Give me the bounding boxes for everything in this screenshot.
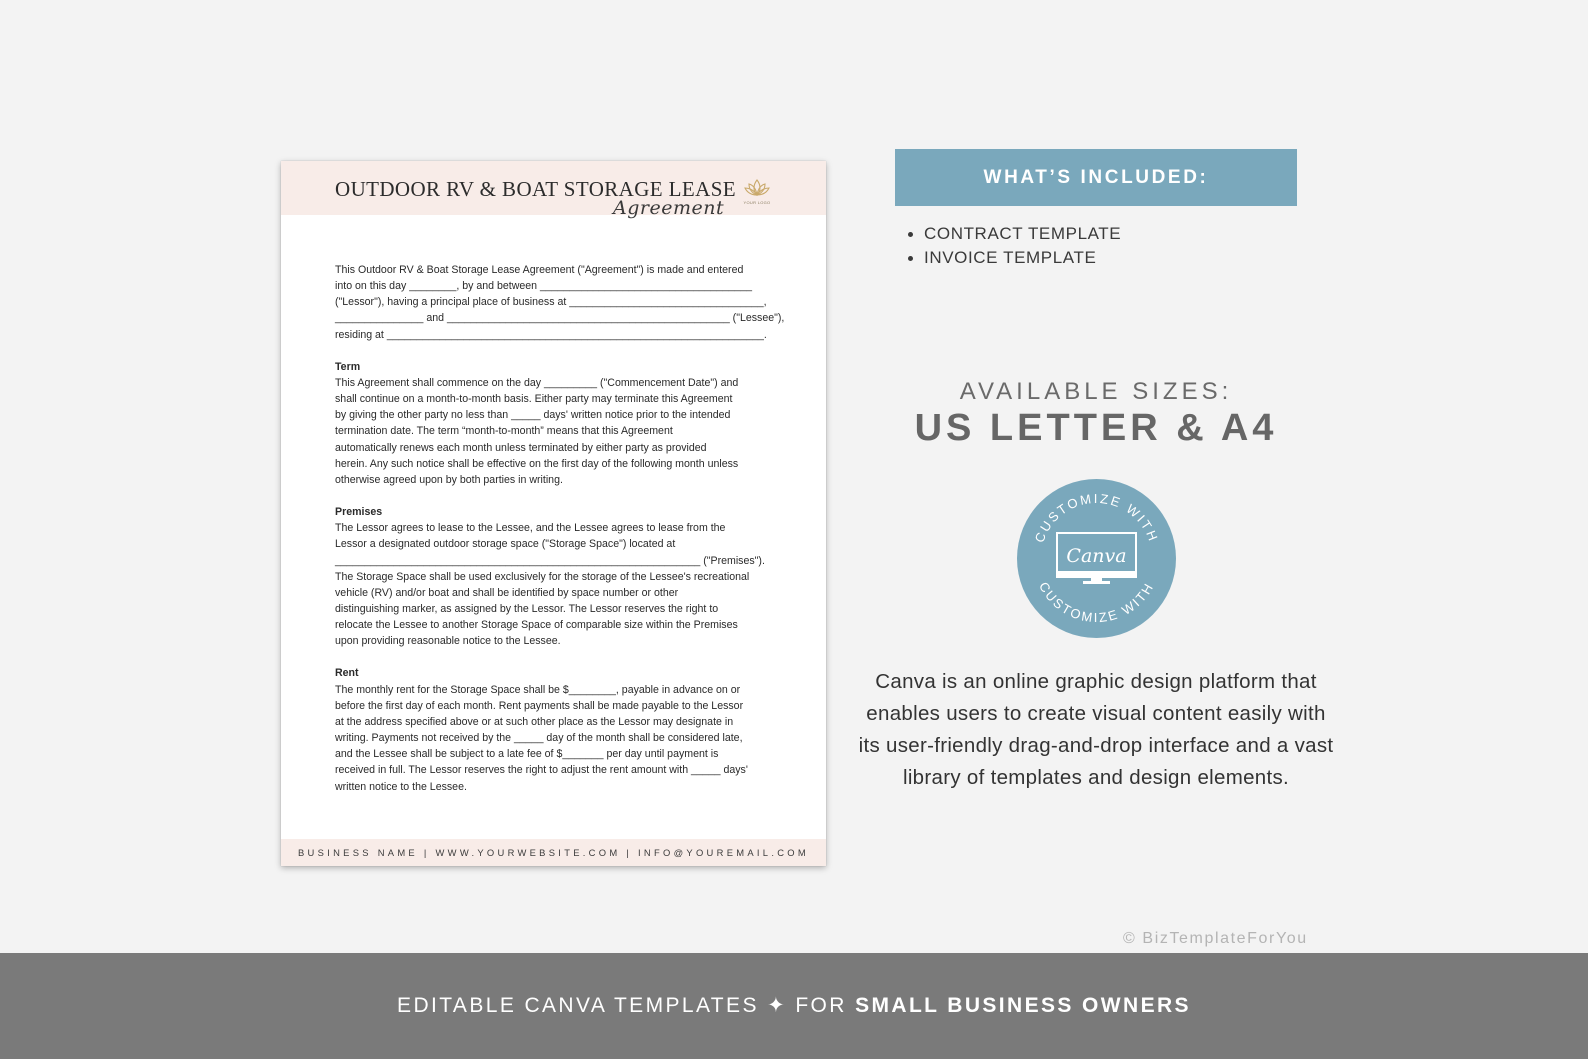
section-heading-rent: Rent	[335, 667, 359, 680]
document-body	[335, 262, 785, 795]
premises-line: The Lessor agrees to lease to the Lessee, and the Lessee agrees to lease from the	[335, 522, 726, 535]
intro-line: residing at ________________________________________________________________.	[335, 328, 767, 341]
logo-placeholder	[739, 177, 775, 207]
document-script-title: Agreement	[613, 197, 725, 219]
badge-graphic	[1017, 479, 1176, 638]
badge-top-text: CUSTOMIZE WITH	[1031, 490, 1162, 545]
bottom-banner-text: EDITABLE CANVA TEMPLATES ✦ FOR	[397, 994, 856, 1017]
term-line: herein. Any such notice shall be effective on the first day of the following month unless	[335, 457, 739, 470]
section-heading-term: Term	[335, 360, 361, 373]
intro-line: This Outdoor RV & Boat Storage Lease Agreement ("Agreement") is made and entered	[335, 264, 744, 276]
document-footer: BUSINESS NAME | WWW.YOURWEBSITE.COM | INFO@YOUREMAIL.COM	[281, 839, 826, 866]
rent-line: written notice to the Lessee.	[335, 780, 467, 793]
term-line: This Agreement shall commence on the day _________ ("Commencement Date") and	[335, 376, 739, 389]
term-line: termination date. The term “month-to-month” means that this Agreement	[335, 425, 673, 438]
intro-line: ("Lessor"), having a principal place of business at _________________________________,	[335, 296, 767, 309]
premises-line: relocate the Lessee to another Storage Space of comparable size within the Premises	[335, 619, 738, 632]
customize-with-canva-badge	[1017, 479, 1176, 638]
list-item: INVOICE TEMPLATE	[924, 246, 1121, 270]
included-banner: WHAT’S INCLUDED:	[895, 149, 1297, 206]
premises-line: The Storage Space shall be used exclusively for the storage of the Lessee's recreational	[335, 570, 750, 583]
document-title: OUTDOOR RV & BOAT STORAGE LEASE	[335, 177, 737, 201]
badge-screen-text: Canva	[1066, 545, 1127, 567]
document-preview	[281, 161, 826, 866]
lotus-icon	[744, 177, 770, 199]
sizes-label: AVAILABLE SIZES:	[959, 378, 1233, 405]
rent-line: before the first day of each month. Rent payments shall be made payable to the Lessor	[335, 699, 744, 712]
canva-description: Canva is an online graphic design platform that enables users to create visual content easily with its user-friendly drag-and-drop interface and a vast library of templates and design elements.	[858, 670, 1334, 789]
rent-line: received in full. The Lessor reserves the right to adjust the rent amount with _____ days'	[335, 764, 748, 777]
premises-line: ______________________________________________________________ ("Premises").	[335, 554, 765, 567]
logo-text: YOUR LOGO	[743, 200, 771, 205]
term-line: shall continue on a month-to-month basis. Either party may terminate this Agreement	[335, 393, 733, 406]
rent-line: The monthly rent for the Storage Space shall be $________, payable in advance on or	[335, 683, 741, 696]
term-line: otherwise agreed upon by both parties in writing.	[335, 473, 563, 486]
intro-line: into on this day ________, by and between ____________________________________	[335, 280, 753, 293]
premises-line: upon providing reasonable notice to the Lessee.	[335, 635, 561, 648]
rent-line: at the address specified above or at such other place as the Lessor may designate in	[335, 715, 734, 728]
premises-line: Lessor a designated outdoor storage space ("Storage Space") located at	[335, 538, 676, 551]
premises-line: vehicle (RV) and/or boat and shall be identified by space number or other	[335, 586, 679, 599]
badge-bottom-text: CUSTOMIZE WITH	[1036, 579, 1157, 626]
credit-text: © BizTemplateForYou	[1123, 930, 1308, 947]
list-item: CONTRACT TEMPLATE	[924, 222, 1121, 246]
document-header	[281, 161, 826, 219]
bottom-banner	[0, 953, 1588, 1059]
bottom-banner-strong: SMALL BUSINESS OWNERS	[855, 994, 1191, 1017]
premises-line: distinguishing marker, as assigned by the Lessor. The Lessor reserves the right to	[335, 602, 719, 615]
sizes-value: US LETTER & A4	[914, 407, 1278, 449]
term-line: by giving the other party no less than _____ days' written notice prior to the intended	[335, 409, 731, 422]
included-list	[924, 222, 1121, 270]
rent-line: writing. Payments not received by the _____ day of the month shall be considered late,	[335, 732, 743, 745]
term-line: automatically renews each month unless terminated by either party as provided	[335, 441, 707, 454]
section-heading-premises: Premises	[335, 506, 383, 519]
rent-line: and the Lessee shall be subject to a late fee of $_______ per day until payment is	[335, 748, 719, 761]
intro-line: _______________ and ________________________________________________ ("Lessee"),	[335, 312, 785, 325]
